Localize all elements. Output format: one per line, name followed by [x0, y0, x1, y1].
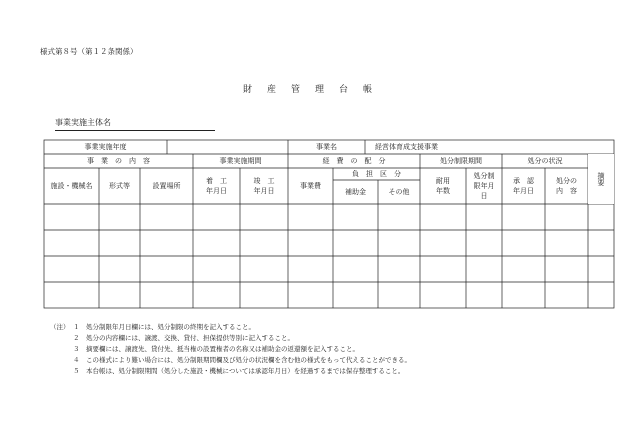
- disposal-limit-date-header: 処分制 限年月 日: [473, 172, 495, 200]
- implementation-year-label: 事業実施年度: [84, 143, 127, 151]
- project-cost-header: 事業費: [300, 182, 321, 190]
- project-content-header: 事 業 の 内 容: [87, 157, 150, 165]
- note-number: ２: [73, 334, 80, 342]
- notes-section: [50, 322, 411, 377]
- note-item: [50, 366, 411, 377]
- subsidy-header: 補助金: [345, 188, 366, 196]
- implementation-period-header: 事業実施期間: [219, 157, 262, 165]
- service-life-header: 耐用 年数: [436, 177, 450, 195]
- remarks-header-text: 摘要: [597, 172, 605, 186]
- note-text: 処分の内容欄には、譲渡、交換、貸付、担保提供等別に記入すること。: [86, 334, 294, 342]
- project-name-value: 経営体育成支援事業: [375, 143, 438, 151]
- note-text: 本台帳は、処分制限期間（処分した施設・機械については承認年月日）を経過するまでは保存整理すること。: [86, 367, 405, 375]
- install-location-header: 設置場所: [152, 182, 181, 190]
- note-text: 摘要欄には、譲渡先、貸付先、抵当権の設置権者の名称又は補助金の返還額を記入すること。: [86, 345, 359, 353]
- table-row[interactable]: [44, 256, 614, 282]
- burden-category-header: 負 担 区 分: [352, 170, 401, 178]
- document-title: 財産管理台帳: [242, 85, 387, 95]
- approval-date-header: 承 認 年月日: [513, 177, 534, 195]
- form-number: 様式第８号（第１２条関係）: [40, 47, 138, 56]
- note-item: [50, 344, 411, 355]
- model-header: 形式等: [109, 182, 130, 190]
- note-text: この様式により難い場合には、処分制限期間欄及び処分の状況欄を含む他の様式をもって代えることができる。: [86, 356, 411, 364]
- entity-name-label: 事業実施主体名: [55, 117, 215, 131]
- note-item: [50, 322, 411, 333]
- cost-allocation-header: 経 費 の 配 分: [322, 157, 386, 165]
- start-date-header: 着 工 年月日: [206, 177, 227, 195]
- project-name-label: 事業名: [316, 143, 337, 151]
- note-item: [50, 355, 411, 366]
- remarks-header: [588, 154, 614, 204]
- table-row[interactable]: [44, 282, 614, 308]
- note-number: ５: [73, 367, 80, 375]
- note-number: １: [73, 323, 80, 331]
- table-row[interactable]: [44, 230, 614, 256]
- disposal-status-header: 処分の状況: [527, 157, 563, 165]
- disposal-restriction-period-header: 処分制限期間: [440, 157, 482, 165]
- note-text: 処分制限年月日欄には、処分制限の終期を記入すること。: [86, 323, 255, 331]
- note-number: ４: [73, 356, 80, 364]
- note-item: [50, 333, 411, 344]
- disposal-content-header: 処分の 内 容: [556, 177, 577, 195]
- completion-date-header: 竣 工 年月日: [253, 177, 275, 195]
- implementation-year-value[interactable]: [167, 140, 288, 154]
- note-number: ３: [73, 345, 80, 353]
- table-row[interactable]: [44, 204, 614, 230]
- other-header: その他: [388, 188, 410, 196]
- facility-machine-name-header: 施設・機械名: [50, 182, 93, 190]
- notes-lead: （注）: [50, 323, 70, 331]
